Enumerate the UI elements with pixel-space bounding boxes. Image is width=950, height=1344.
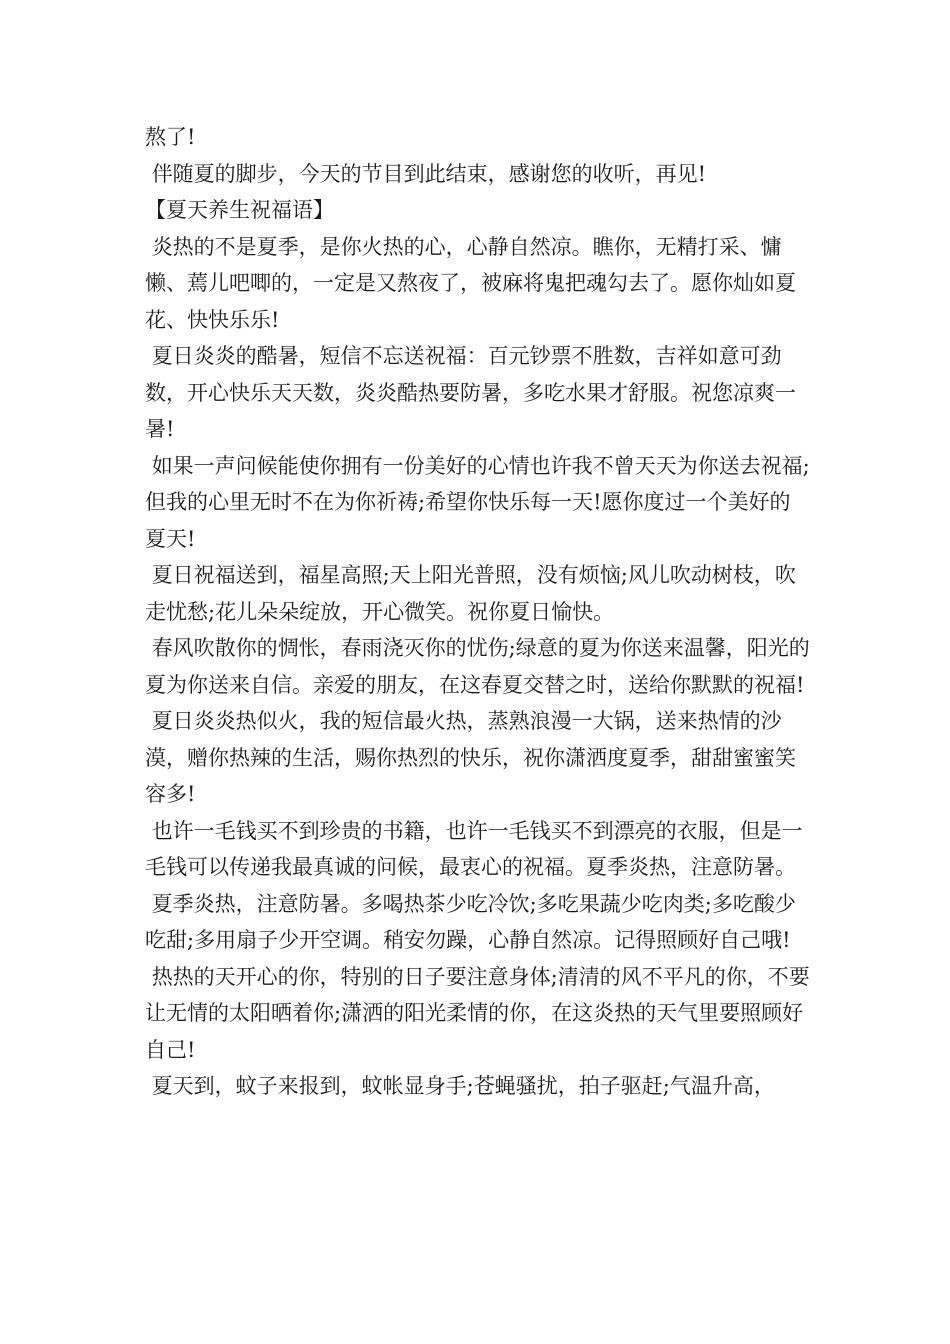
paragraph-3: 炎热的不是夏季，是你火热的心，心静自然凉。瞧你，无精打采、慵懒、蔫儿吧唧的，一定是又熬夜了，被麻将鬼把魂勾去了。愿你灿如夏花、快快乐乐! — [145, 234, 796, 332]
paragraph-12: 夏天到，蚊子来报到，蚊帐显身手;苍蝇骚扰，拍子驱赶;气温升高， — [145, 1074, 775, 1098]
paragraph-1: 熬了! — [145, 125, 196, 149]
paragraph-6: 夏日祝福送到，福星高照;天上阳光普照，没有烦恼;风儿吹动树枝，吹走忧愁;花儿朵朵绽放，开心微笑。祝你夏日愉快。 — [145, 563, 796, 624]
paragraph-8: 夏日炎炎热似火，我的短信最火热，蒸熟浪漫一大锅，送来热情的沙漠，赠你热辣的生活，赐你热烈的快乐，祝你潇洒度夏季，甜甜蜜蜜笑容多! — [145, 709, 796, 806]
paragraph-5: 如果一声问候能使你拥有一份美好的心情也许我不曾天天为你送去祝福;但我的心里无时不在为你祈祷;希望你快乐每一天!愿你度过一个美好的夏天! — [145, 453, 810, 551]
section-heading: 【夏天养生祝福语】 — [145, 198, 334, 222]
paragraph-9: 也许一毛钱买不到珍贵的书籍，也许一毛钱买不到漂亮的衣服，但是一毛钱可以传递我最真诚的问候，最衷心的祝福。夏季炎热，注意防暑。 — [145, 818, 803, 879]
paragraph-7: 春风吹散你的惆怅，春雨浇灭你的忧伤;绿意的夏为你送来温馨，阳光的夏为你送来自信。亲爱的朋友，在这春夏交替之时，送给你默默的祝福! — [145, 636, 810, 697]
paragraph-10: 夏季炎热，注意防暑。多喝热茶少吃冷饮;多吃果蔬少吃肉类;多吃酸少吃甜;多用扇子少开空调。稍安勿躁，心静自然凉。记得照顾好自己哦! — [145, 891, 796, 952]
paragraph-4: 夏日炎炎的酷暑，短信不忘送祝福：百元钞票不胜数，吉祥如意可劲数，开心快乐天天数，炎炎酷热要防暑，多吃水果才舒服。祝您凉爽一暑! — [145, 344, 796, 441]
paragraph-11: 热热的天开心的你，特别的日子要注意身体;清清的风不平凡的你，不要让无情的太阳晒着你;潇洒的阳光柔情的你，在这炎热的天气里要照顾好自己! — [145, 964, 810, 1062]
paragraph-2: 伴随夏的脚步，今天的节目到此结束，感谢您的收听，再见! — [145, 161, 707, 186]
document-body — [145, 119, 810, 1105]
